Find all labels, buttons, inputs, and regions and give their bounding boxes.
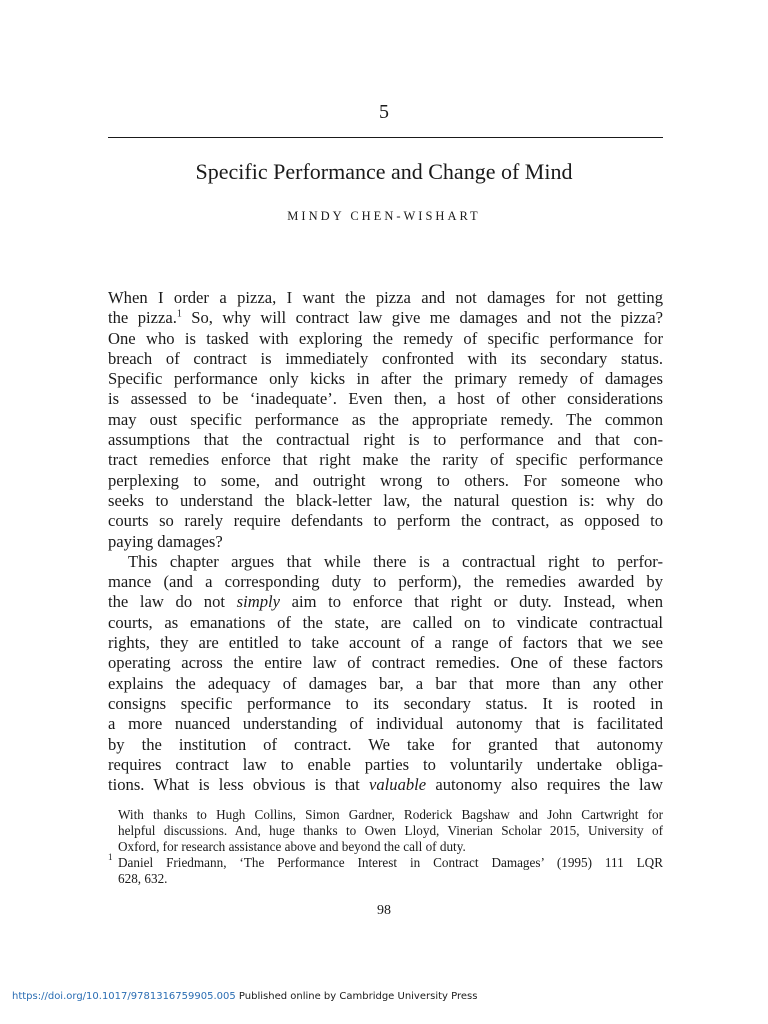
footnote-1: [108, 852, 663, 887]
text-span: So, why will contract law give me damages and not the pizza?: [181, 308, 663, 328]
footnote-line: helpful discussions. And, huge thanks to Owen Lloyd, Vinerian Scholar 2015, University of: [118, 823, 663, 838]
text-span: autonomy also requires the law: [426, 775, 663, 795]
footnotes: [108, 807, 663, 887]
text-span: the law do not: [108, 592, 237, 612]
chapter-author: MINDY CHEN-WISHART: [287, 209, 481, 223]
footer-citation: [12, 990, 477, 1004]
text-span: the pizza.: [108, 308, 177, 328]
footnote-line: 628, 632.: [118, 871, 168, 886]
text-line: [108, 775, 663, 795]
body-text: [108, 288, 663, 795]
footnote-line: Daniel Friedmann, ‘The Performance Interest in Contract Damages’ (1995) 111 LQR: [118, 855, 663, 870]
doi-link[interactable]: https://doi.org/10.1017/9781316759905.005: [12, 991, 236, 1002]
text-line: courts, as emanations of the state, are called on to vindicate contractual: [108, 612, 663, 632]
paragraph-1: [108, 288, 663, 552]
footnote-ref-1[interactable]: 1: [176, 308, 182, 320]
text-line: Specific performance only kicks in after the primary remedy of damages: [108, 369, 663, 389]
text-line: seeks to understand the black-letter law, the natural question is: why do: [108, 490, 663, 510]
text-line: operating across the entire law of contract remedies. One of these factors: [108, 653, 663, 673]
title-rule: [108, 137, 663, 138]
text-line: paying damages?: [108, 531, 223, 551]
text-line: mance (and a corresponding duty to perform), the remedies awarded by: [108, 572, 663, 592]
text-line: One who is tasked with exploring the remedy of specific performance for: [108, 328, 663, 348]
emphasis: simply: [236, 592, 280, 612]
text-line: When I order a pizza, I want the pizza and not damages for not getting: [108, 288, 663, 307]
text-span: aim to enforce that right or duty. Instead, when: [279, 592, 663, 612]
text-line: requires contract law to enable parties to voluntarily undertake obliga-: [108, 754, 663, 774]
text-line: consigns specific performance to its secondary status. It is rooted in: [108, 693, 663, 713]
text-line: [108, 308, 663, 328]
published-notice: Published online by Cambridge University Press: [235, 991, 478, 1002]
text-line: explains the adequacy of damages bar, a bar that more than any other: [108, 673, 663, 693]
text-line: assumptions that the contractual right is to performance and that con-: [108, 430, 663, 450]
footnote-line: Oxford, for research assistance above and beyond the call of duty.: [118, 839, 466, 854]
footnote-mark: 1: [108, 852, 113, 862]
text-span: tions. What is less obvious is that: [108, 775, 370, 795]
text-line: rights, they are entitled to take account of a range of factors that we see: [108, 633, 663, 653]
text-line: is assessed to be ‘inadequate’. Even then, a host of other considerations: [108, 389, 663, 409]
text-line: [108, 592, 663, 612]
text-line: This chapter argues that while there is a contractual right to perfor-: [128, 551, 663, 571]
chapter-title: Specific Performance and Change of Mind: [195, 159, 573, 184]
page-number: 98: [377, 903, 391, 918]
chapter-number: 5: [379, 101, 389, 123]
text-line: a more nuanced understanding of individual autonomy that is facilitated: [108, 714, 663, 734]
text-line: breach of contract is immediately confronted with its secondary status.: [108, 348, 663, 368]
emphasis: valuable: [369, 775, 427, 795]
text-line: courts so rarely require defendants to perform the contract, as opposed to: [108, 511, 663, 531]
text-line: perplexing to some, and outright wrong to others. For someone who: [108, 470, 663, 490]
footnote-line: With thanks to Hugh Collins, Simon Gardner, Roderick Bagshaw and John Cartwright for: [118, 807, 663, 822]
paragraph-2: [108, 552, 663, 796]
text-line: tract remedies enforce that right make the rarity of specific performance: [108, 450, 663, 470]
text-line: may oust specific performance as the appropriate remedy. The common: [108, 409, 663, 429]
acknowledgement-note: [118, 807, 663, 855]
text-line: by the institution of contract. We take for granted that autonomy: [108, 734, 663, 754]
